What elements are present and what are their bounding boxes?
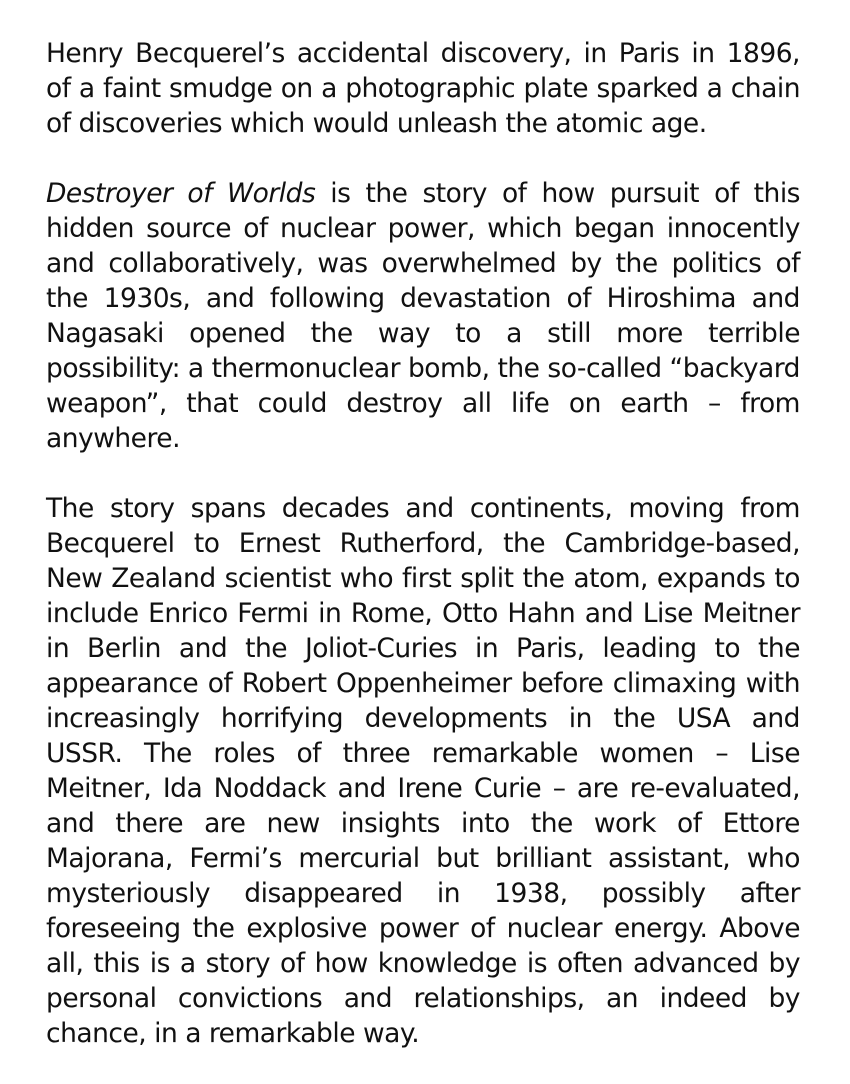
document-body [46,36,800,1051]
paragraph-story-text: is the story of how pursuit of this hidden source of nuclear power, which began innocently and collaboratively, was overwhelmed by the politics of the 1930s, and following devastation of Hiroshima and Nagasaki opened the way to a still more terrible possibility: a thermonuclear bomb, the so-called “backyard weapon”, that could destroy all life on earth – from anywhere. [46,178,800,454]
paragraph-scope: The story spans decades and continents, moving from Becquerel to Ernest Rutherford, the Cambridge-based, New Zealand scientist who first split the atom, expands to include Enrico Fermi in Rome, Otto Hahn and Lise Meitner in Berlin and the Joliot-Curies in Paris, leading to the appearance of Robert Oppenheimer before climaxing with increasingly horrifying developments in the USA and USSR. The roles of three remarkable women – Lise Meitner, Ida Noddack and Irene Curie – are re-evaluated, and there are new insights into the work of Ettore Majorana, Fermi’s mercurial but brilliant assistant, who mysteriously disappeared in 1938, possibly after foreseeing the explosive power of nuclear energy. Above all, this is a story of how knowledge is often advanced by personal convictions and relationships, an indeed by chance, in a remarkable way. [46,493,800,1049]
paragraph-story [46,176,800,456]
paragraph-intro: Henry Becquerel’s accidental discovery, in Paris in 1896, of a faint smudge on a photographic plate sparked a chain of discoveries which would unleash the atomic age. [46,38,800,139]
book-title: Destroyer of Worlds [46,178,316,209]
